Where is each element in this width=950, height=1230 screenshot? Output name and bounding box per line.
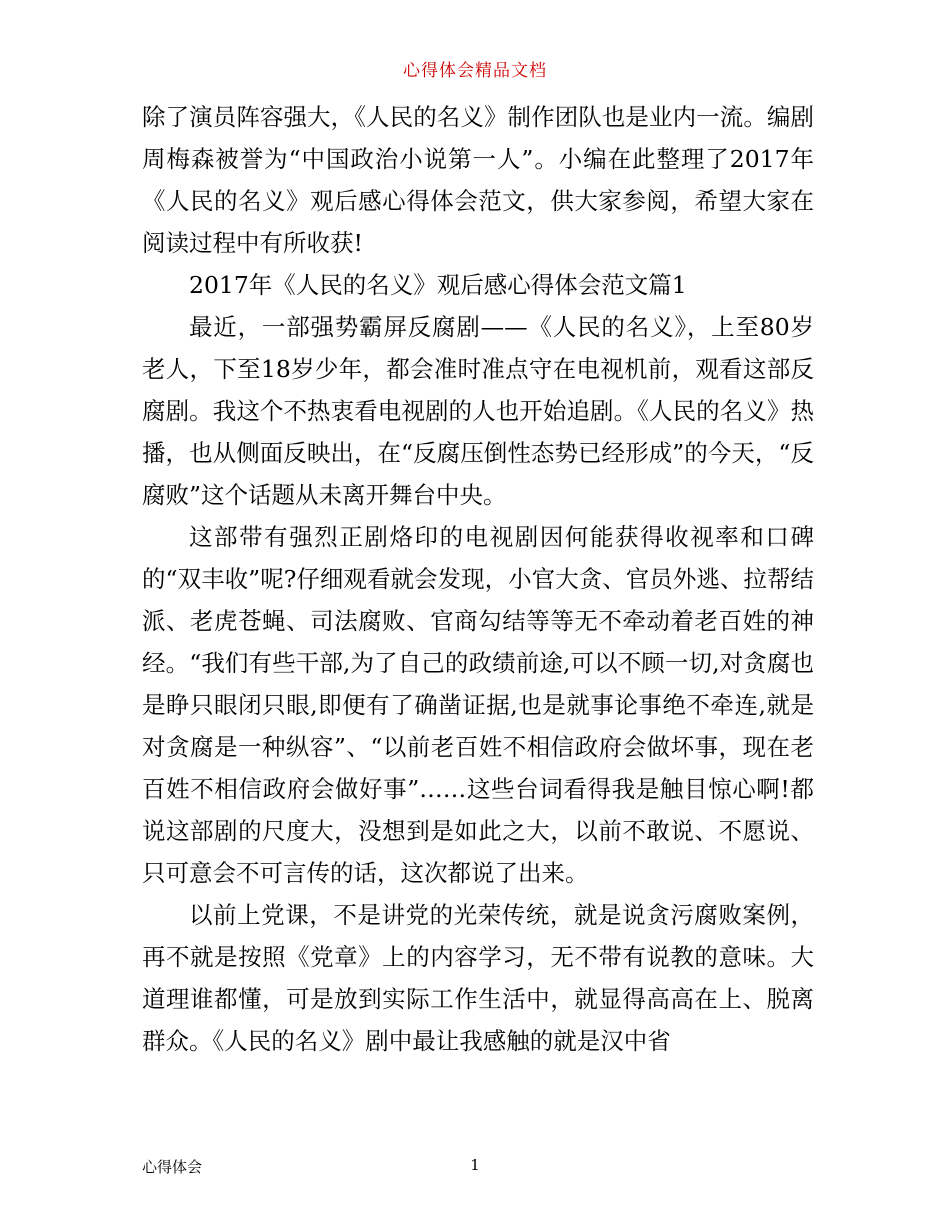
- paragraph-body-1: 最近，一部强势霸屏反腐剧——《人民的名义》，上至80岁老人，下至18岁少年，都会准时准点守在电视机前，观看这部反腐剧。我这个不热衷看电视剧的人也开始追剧。《人民的名义》热播，也从侧面反映出，在“反腐压倒性态势已经形成”的今天，“反腐败”这个话题从未离开舞台中央。: [142, 313, 814, 509]
- paragraph-body-2: 这部带有强烈正剧烙印的电视剧因何能获得收视率和口碑的“双丰收”呢?仔细观看就会发现，小官大贪、官员外逃、拉帮结派、老虎苍蝇、司法腐败、官商勾结等等无不牵动着老百姓的神经。“我们有些干部,为了自己的政绩前途,可以不顾一切,对贪腐也是睁只眼闭只眼,即便有了确凿证据,也是就事论事绝不牵连,就是对贪腐是一种纵容”、“以前老百姓不相信政府会做坏事，现在老百姓不相信政府会做好事”……这些台词看得我是触目惊心啊!都说这部剧的尺度大，没想到是如此之大，以前不敢说、不愿说、只可意会不可言传的话，这次都说了出来。: [142, 523, 814, 887]
- paragraph-section-title: 2017年《人民的名义》观后感心得体会范文篇1: [189, 271, 687, 299]
- page-number: 1: [470, 1156, 480, 1174]
- footer-label: 心得体会: [142, 1158, 203, 1176]
- document-body: [142, 96, 814, 1062]
- paragraph-intro: 除了演员阵容强大，《人民的名义》制作团队也是业内一流。编剧周梅森被誉为“中国政治小说第一人”。小编在此整理了2017年《人民的名义》观后感心得体会范文，供大家参阅，希望大家在阅读过程中有所收获!: [142, 103, 814, 257]
- document-header-title: 心得体会精品文档: [403, 61, 547, 81]
- paragraph-body-3: 以前上党课，不是讲党的光荣传统，就是说贪污腐败案例，再不就是按照《党章》上的内容学习，无不带有说教的意味。大道理谁都懂，可是放到实际工作生活中，就显得高高在上、脱离群众。《人民的名义》剧中最让我感触的就是汉中省: [142, 901, 814, 1055]
